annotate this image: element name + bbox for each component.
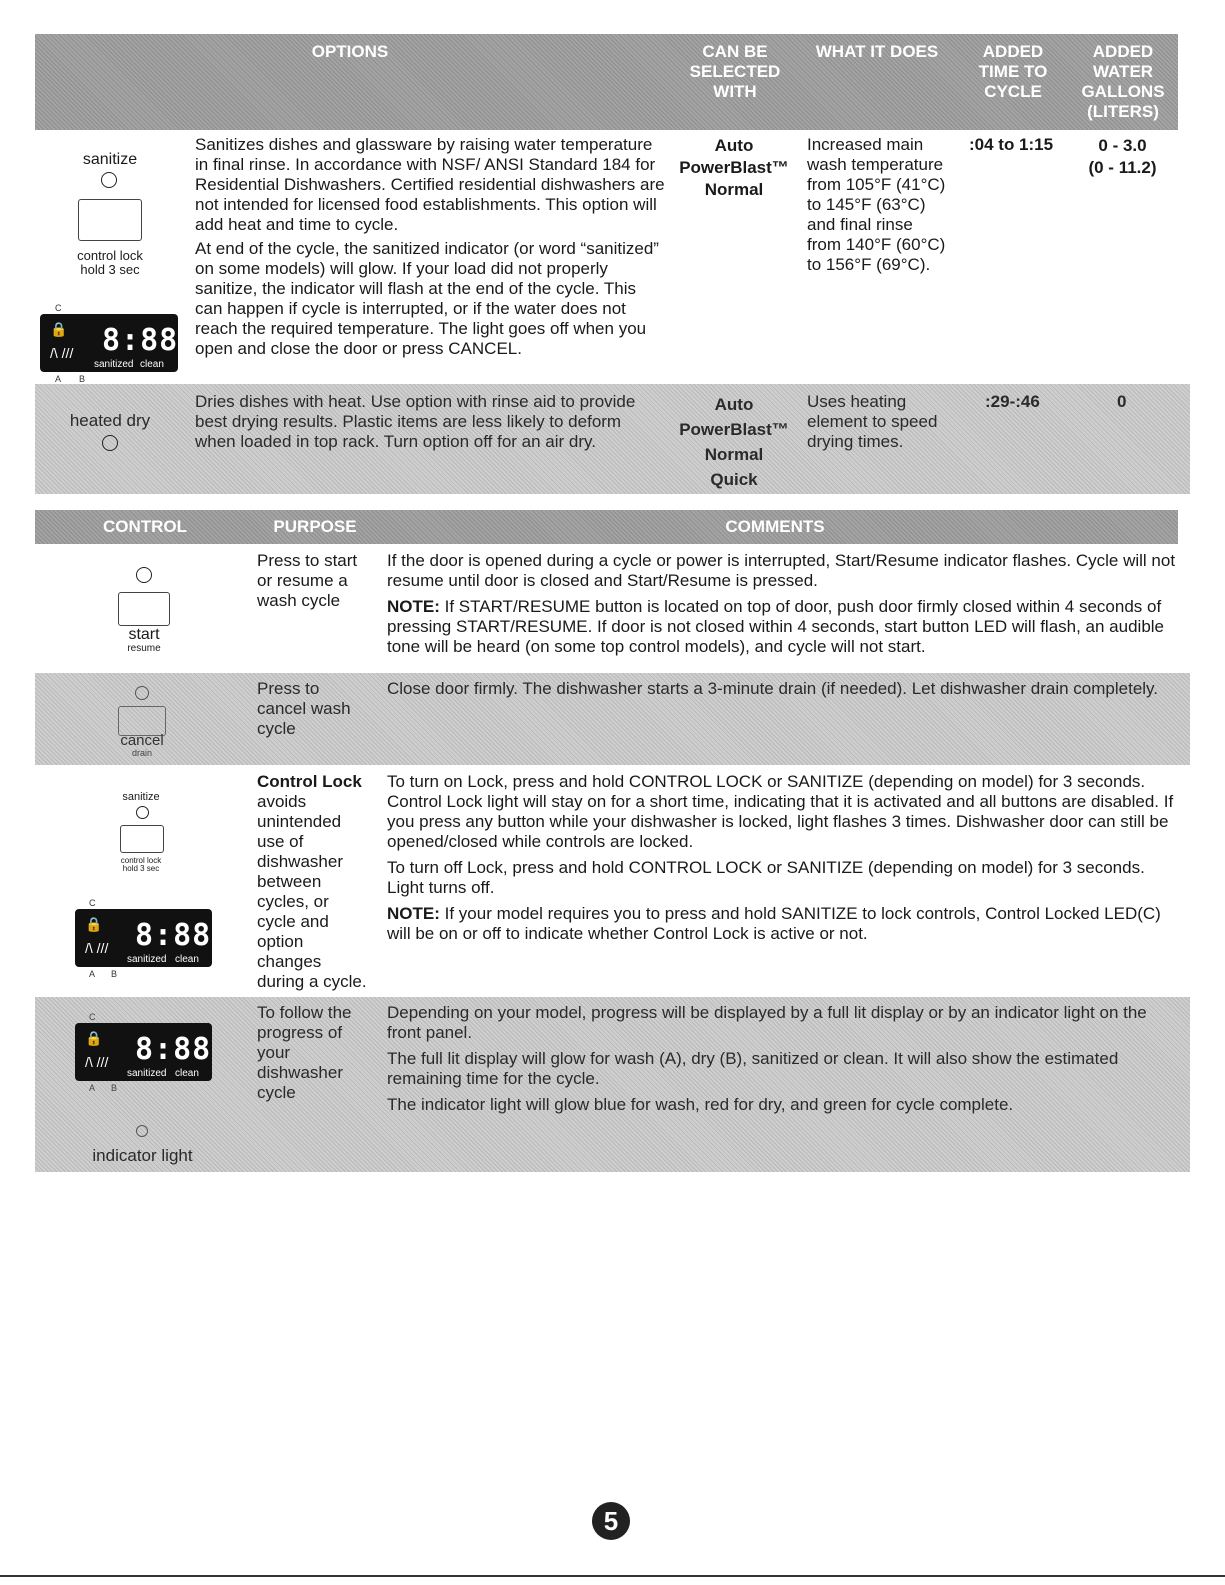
header-added-time: ADDED TIME TO CYCLE [978, 42, 1048, 101]
options-table-header [35, 34, 1178, 130]
controls-table-header [35, 510, 1178, 544]
header-options: OPTIONS [311, 42, 389, 61]
header-added-water: ADDED WATER GALLONS (LITERS) [1081, 42, 1165, 121]
progress-purpose: To follow the progress of your dishwasher cycle [257, 1003, 352, 1102]
heated-dry-label: heated dry [69, 411, 151, 430]
sanitize-what-it-does: Increased main wash temperature from 105°F (41°C) to 145°F (63°C) and final rinse from 140°F (60°C) to 156°F (69°C). [807, 135, 946, 274]
heated-dry-indicator-icon [102, 435, 118, 451]
cancel-purpose: Press to cancel wash cycle [257, 679, 351, 738]
header-can-be-selected: CAN BE SELECTED WITH [689, 42, 781, 101]
wash-dry-icon: /\ /// [85, 940, 109, 956]
display-letter-c: C [89, 1012, 96, 1022]
control-lock-sub-label: control lock hold 3 sec [120, 856, 162, 873]
lock-icon: 🔒 [50, 321, 68, 337]
wash-dry-icon: /\ /// [50, 345, 74, 361]
display-clean: clean [175, 1068, 199, 1079]
lock-icon: 🔒 [85, 916, 103, 932]
lock-icon: 🔒 [85, 1030, 103, 1046]
display-letter-c: C [55, 303, 62, 313]
status-display [75, 1023, 212, 1081]
display-sanitized: sanitized [127, 954, 167, 965]
header-purpose: PURPOSE [273, 517, 357, 536]
start-resume-button[interactable] [118, 592, 170, 626]
display-letter-b: B [111, 1083, 118, 1093]
sanitize-label: sanitize [82, 151, 138, 168]
cancel-indicator-icon [135, 686, 149, 700]
sanitize-indicator-icon [101, 172, 117, 188]
sanitize-button[interactable] [78, 199, 142, 241]
progress-comments: Depending on your model, progress will be displayed by a full lit display or by an indicator light on the front panel. The full lit display will glow for wash (A), dry (B), sanitized or clean. It will also show the estimated remaining time for the cycle. The indicator light will glow blue for wash, red for dry, and green for cycle complete. [387, 1003, 1147, 1114]
wash-dry-icon: /\ /// [85, 1054, 109, 1070]
header-what-it-does: WHAT IT DOES [815, 42, 939, 61]
display-letter-b: B [111, 969, 118, 979]
display-digits: 8:88 [102, 323, 179, 358]
control-lock-purpose: Control Lock avoids unintended use of dishwasher between cycles, or cycle and option changes during a cycle. [257, 772, 367, 991]
bottom-rule [0, 1575, 1225, 1577]
sanitize-sub-label: control lock hold 3 sec [77, 248, 143, 277]
header-control: CONTROL [102, 517, 188, 536]
sanitize-description: Sanitizes dishes and glassware by raising water temperature in final rinse. In accordance with NSF/ ANSI Standard 184 for Residential Dishwashers. Certified residential dishwashers are not intended for licensed food establishments. This option will add heat and time to cycle. At end of the cycle, the sanitized indicator (or word “sanitized” on some models) will glow. If your load did not properly sanitize, the indicator will flash at the end of the cycle. This can happen if cycle is interrupted, or if the water does not reach the required temperature. The light goes off when you open and close the door or press CANCEL. [195, 135, 665, 358]
heated-dry-added-water: 0 [1117, 392, 1127, 411]
sanitize-added-water: 0 - 3.0 (0 - 11.2) [1088, 136, 1157, 177]
display-letter-a: A [55, 374, 62, 384]
start-sub-label: resume [127, 643, 161, 654]
header-comments: COMMENTS [725, 517, 825, 536]
display-letter-b: B [79, 374, 86, 384]
heated-dry-what-it-does: Uses heating element to speed drying times. [807, 392, 938, 451]
display-digits: 8:88 [135, 918, 212, 953]
control-lock-sanitize-label: sanitize [122, 791, 160, 803]
start-label: start [128, 626, 160, 643]
display-sanitized: sanitized [94, 359, 134, 370]
display-clean: clean [140, 359, 164, 370]
start-purpose: Press to start or resume a wash cycle [257, 551, 358, 610]
status-display [40, 314, 178, 372]
cancel-label: cancel [120, 732, 164, 749]
display-letter-a: A [89, 969, 96, 979]
display-clean: clean [175, 954, 199, 965]
sanitize-added-time: :04 to 1:15 [969, 135, 1054, 154]
control-lock-button[interactable] [120, 825, 164, 853]
start-indicator-icon [136, 567, 152, 583]
display-sanitized: sanitized [127, 1068, 167, 1079]
heated-dry-added-time: :29-:46 [985, 392, 1040, 411]
sanitize-cycles: Auto PowerBlast™ Normal [679, 136, 789, 199]
control-lock-indicator-icon [136, 806, 149, 819]
display-digits: 8:88 [135, 1032, 212, 1067]
indicator-light-label: indicator light [92, 1146, 193, 1165]
display-letter-a: A [89, 1083, 96, 1093]
cancel-comments: Close door firmly. The dishwasher starts a 3-minute drain (if needed). Let dishwasher drain completely. [387, 679, 1159, 698]
status-display [75, 909, 212, 967]
cancel-sub-label: drain [131, 748, 152, 758]
note-label: NOTE: [387, 597, 440, 616]
heated-dry-cycles: Auto PowerBlast™ Normal Quick [679, 395, 789, 489]
start-comments: If the door is opened during a cycle or power is interrupted, Start/Resume indicator flashes. Cycle will not resume until door is closed and Start/Resume is pressed. NOTE: If START/RESUME button is located on top of door, push door firmly closed within 4 seconds of pressing START/RESUME. If door is not closed within 4 seconds, start button LED will flash, an audible tone will be heard (on some top control models), and cycle will not start. [387, 551, 1176, 656]
heated-dry-description: Dries dishes with heat. Use option with rinse aid to provide best drying results. Plastic items are less likely to deform when loaded in top rack. Turn option off for an air dry. [195, 392, 636, 451]
progress-indicator-light-icon [136, 1125, 148, 1137]
display-letter-c: C [89, 898, 96, 908]
note-label: NOTE: [387, 904, 440, 923]
page-number: 5 [592, 1502, 630, 1540]
control-lock-comments: To turn on Lock, press and hold CONTROL LOCK or SANITIZE (depending on model) for 3 seconds. Control Lock light will stay on for a short time, indicating that it is activated and all buttons are disabled. If you press any button while your dishwasher is locked, light flashes 3 times. Dishwasher door can still be opened/closed while controls are locked. To turn off Lock, press and hold CONTROL LOCK or SANITIZE (depending on model) for 3 seconds. Light turns off. NOTE: If your model requires you to press and hold SANITIZE to lock controls, Control Locked LED(C) will be on or off to indicate whether Control Lock is active or not. [387, 772, 1174, 943]
